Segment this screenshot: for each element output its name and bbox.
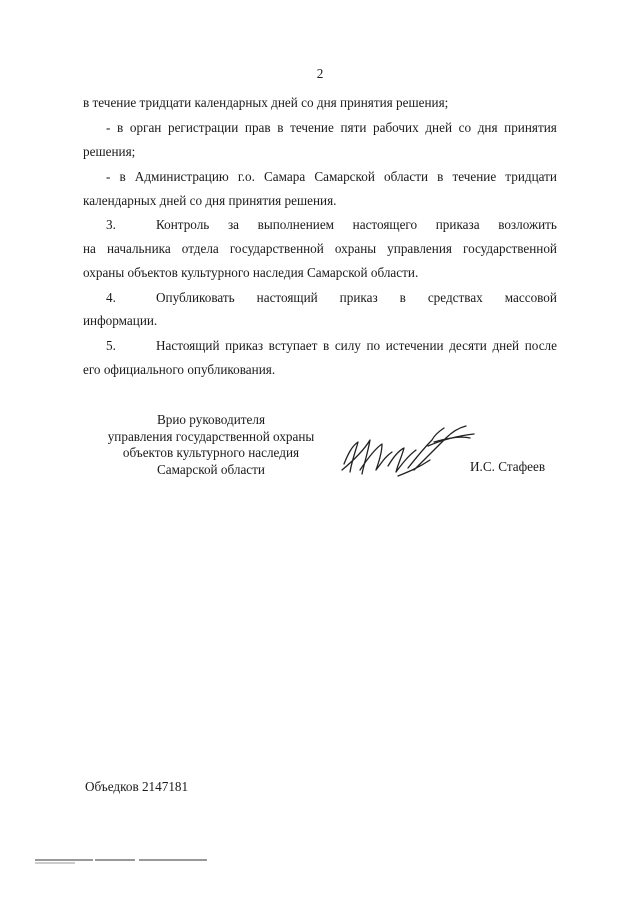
word: - [106, 169, 111, 184]
word: тридцати [505, 169, 557, 184]
body-line-7 [83, 242, 557, 255]
word: настоящий [256, 290, 318, 305]
body-line-5: календарных дней со дня принятия решения. [83, 193, 337, 208]
word: истечении [385, 338, 444, 353]
executor-info: Объедков 2147181 [85, 779, 189, 794]
word: со [458, 120, 472, 135]
word: в [119, 169, 126, 184]
signatory-title-line-1: Врио руководителя [156, 412, 266, 427]
signatory-title [76, 412, 346, 478]
word: Опубликовать [156, 290, 235, 305]
page-number: 2 [316, 66, 324, 81]
word: принятия [504, 120, 557, 135]
word: на [83, 241, 96, 256]
word: приказ [225, 338, 264, 353]
word: силу [334, 338, 361, 353]
body-line-11 [156, 339, 557, 352]
body-line-6 [156, 218, 557, 231]
body-line-1: в течение тридцати календарных дней со дня принятия решения; [83, 95, 449, 110]
word: Настоящий [156, 338, 220, 353]
body-line-9 [156, 291, 557, 304]
word: области [383, 169, 429, 184]
word: массовой [504, 290, 557, 305]
word: в [117, 120, 124, 135]
word: Самара [264, 169, 306, 184]
signer-name: И.С. Стафеев [470, 459, 546, 474]
signatory-title-line-3: объектов культурного наследия [122, 445, 300, 460]
word: г.о. [237, 169, 255, 184]
signatory-title-line-4: Самарской области [157, 461, 265, 477]
word: в [437, 169, 444, 184]
word: возложить [498, 217, 557, 232]
word: рабочих [373, 120, 419, 135]
word: выполнением [257, 217, 335, 232]
word: Контроль [156, 217, 210, 232]
word: в [277, 120, 284, 135]
handwritten-signature [338, 420, 478, 484]
word: Самарской [314, 169, 375, 184]
word: пяти [340, 120, 367, 135]
body-line-4 [106, 170, 557, 183]
word: дня [477, 120, 498, 135]
body-line-10: информации. [83, 313, 158, 328]
footer-rule [35, 857, 207, 865]
word: Администрацию [134, 169, 229, 184]
body-line-8: охраны объектов культурного наследия Самарской области. [83, 265, 419, 280]
word: вступает [268, 338, 318, 353]
word: охраны [334, 241, 377, 256]
word: десяти [449, 338, 487, 353]
word: управления [387, 241, 452, 256]
word: орган [129, 120, 162, 135]
body-line-3: решения; [83, 144, 136, 159]
word: прав [244, 120, 271, 135]
word: за [227, 217, 240, 232]
signatory-title-line-2: управления государственной охраны [107, 428, 315, 444]
word: средствах [427, 290, 483, 305]
word: после [524, 338, 557, 353]
word: отдела [181, 241, 219, 256]
word: приказа [435, 217, 480, 232]
word: приказ [339, 290, 378, 305]
word: государственной [229, 241, 324, 256]
paragraph-3-number: 3. [106, 217, 116, 232]
body-line-12: его официального опубликования. [83, 362, 276, 377]
word: настоящего [352, 217, 418, 232]
word: начальника [106, 241, 171, 256]
paragraph-5-number: 5. [106, 338, 116, 353]
word: течение [290, 120, 334, 135]
word: - [106, 120, 111, 135]
word: в [322, 338, 330, 353]
word: по [366, 338, 381, 353]
word: регистрации [167, 120, 239, 135]
word: течение [452, 169, 497, 184]
body-line-2 [106, 121, 557, 134]
word: государственной [462, 241, 557, 256]
word: в [399, 290, 406, 305]
paragraph-4-number: 4. [106, 290, 116, 305]
word: дней [425, 120, 453, 135]
word: дней [492, 338, 520, 353]
